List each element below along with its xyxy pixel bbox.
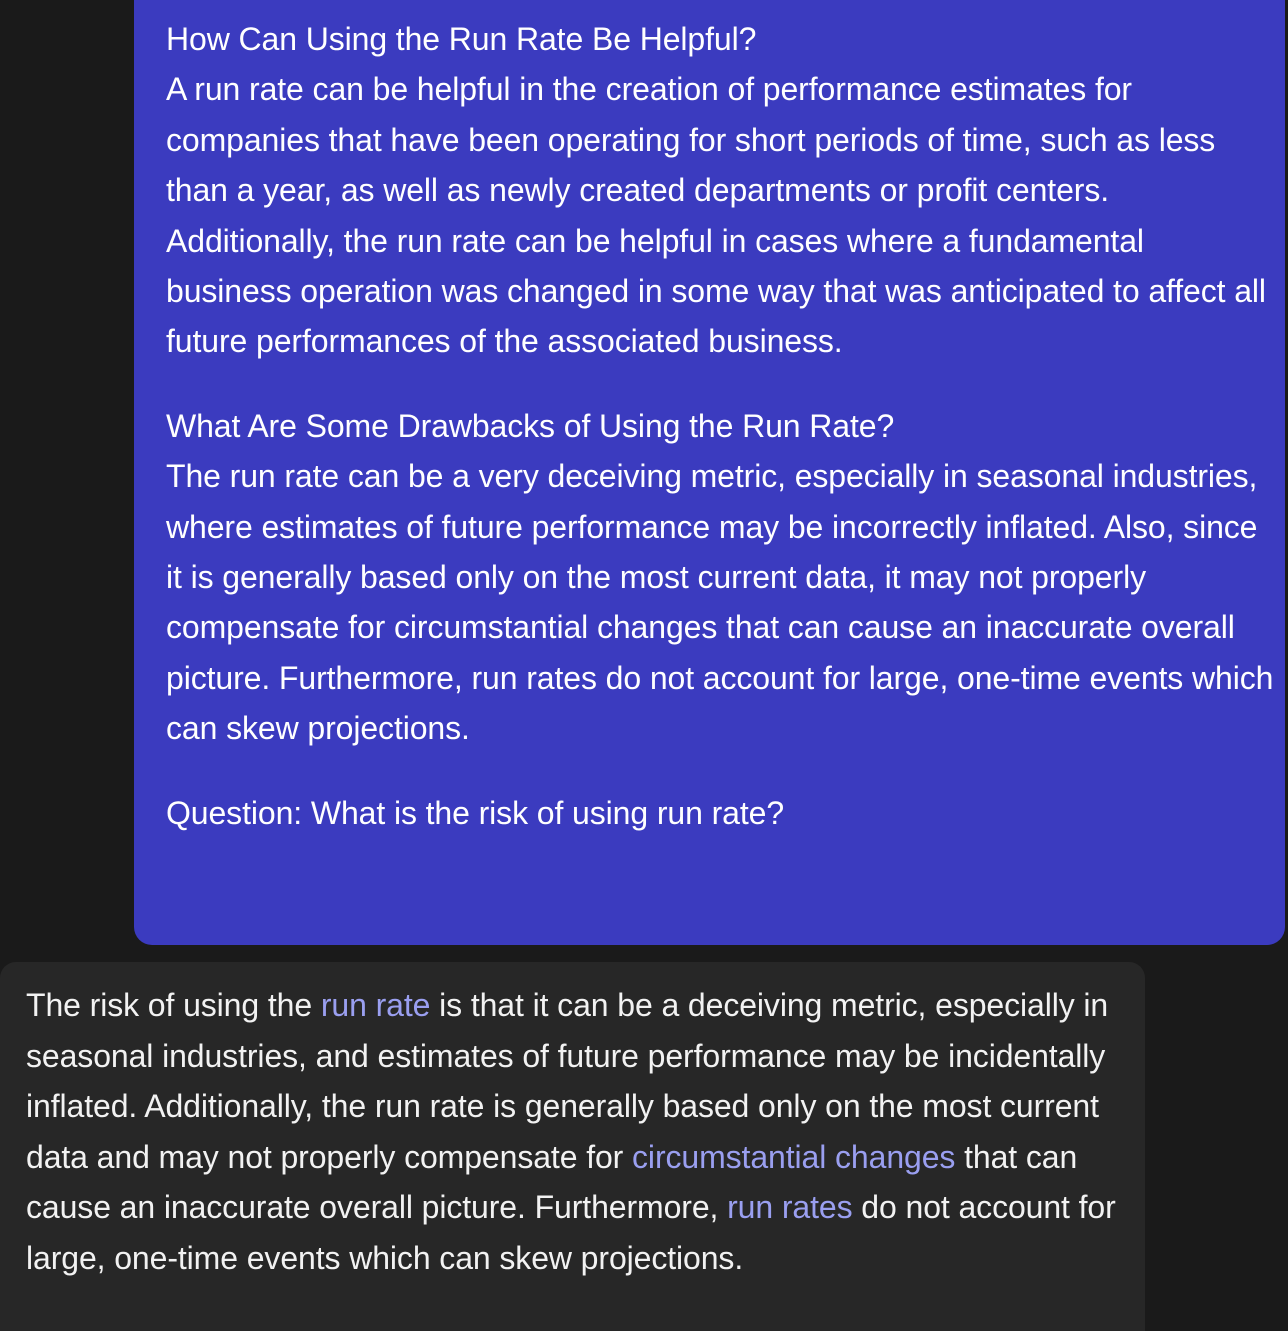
answer-text-2: is that it can be a deceiving metric, especially in seasonal industries, and estimates of future performance may be incidentally inflated. Additionally, the run rate is generally based only on the most current data and may not properly compensate for xyxy=(26,987,1109,1175)
user-message-content xyxy=(166,14,1276,838)
assistant-message-bubble xyxy=(0,962,1145,1331)
user-paragraph-2 xyxy=(166,401,1276,754)
answer-text-3: that can cause an inaccurate overall picture. Furthermore, xyxy=(26,1138,1078,1226)
user-question: Question: What is the risk of using run rate? xyxy=(166,794,785,831)
link-run-rates[interactable]: run rates xyxy=(727,1189,853,1226)
answer-text-4: do not account for large, one-time events which can skew projections. xyxy=(26,1189,1116,1276)
assistant-message-content xyxy=(26,980,1126,1284)
user-paragraph-1-body: A run rate can be helpful in the creation of performance estimates for companies that have been operating for short periods of time, such as less than a year, as well as newly created departments or profit centers. Additionally, the run rate can be helpful in cases where a fundamental business operation was changed in some way that was anticipated to affect all future performances of the associated business. xyxy=(166,71,1266,360)
user-paragraph-1-heading: How Can Using the Run Rate Be Helpful? xyxy=(166,21,757,57)
user-message-bubble xyxy=(134,0,1285,945)
user-paragraph-2-heading: What Are Some Drawbacks of Using the Run Rate? xyxy=(166,407,895,444)
assistant-answer xyxy=(26,980,1126,1284)
link-run-rate[interactable]: run rate xyxy=(320,987,431,1023)
user-paragraph-2-body: The run rate can be a very deceiving metric, especially in seasonal industries, where estimates of future performance may be incorrectly inflated. Also, since it is generally based only on the most current data, it may not properly compensate for circumstantial changes that can cause an inaccurate overall picture. Furthermore, run rates do not account for large, one-time events which can skew projections. xyxy=(166,458,1274,747)
user-paragraph-1 xyxy=(166,14,1276,367)
link-circumstantial-changes[interactable]: circumstantial changes xyxy=(632,1138,956,1175)
answer-text-1: The risk of using the xyxy=(26,987,321,1023)
